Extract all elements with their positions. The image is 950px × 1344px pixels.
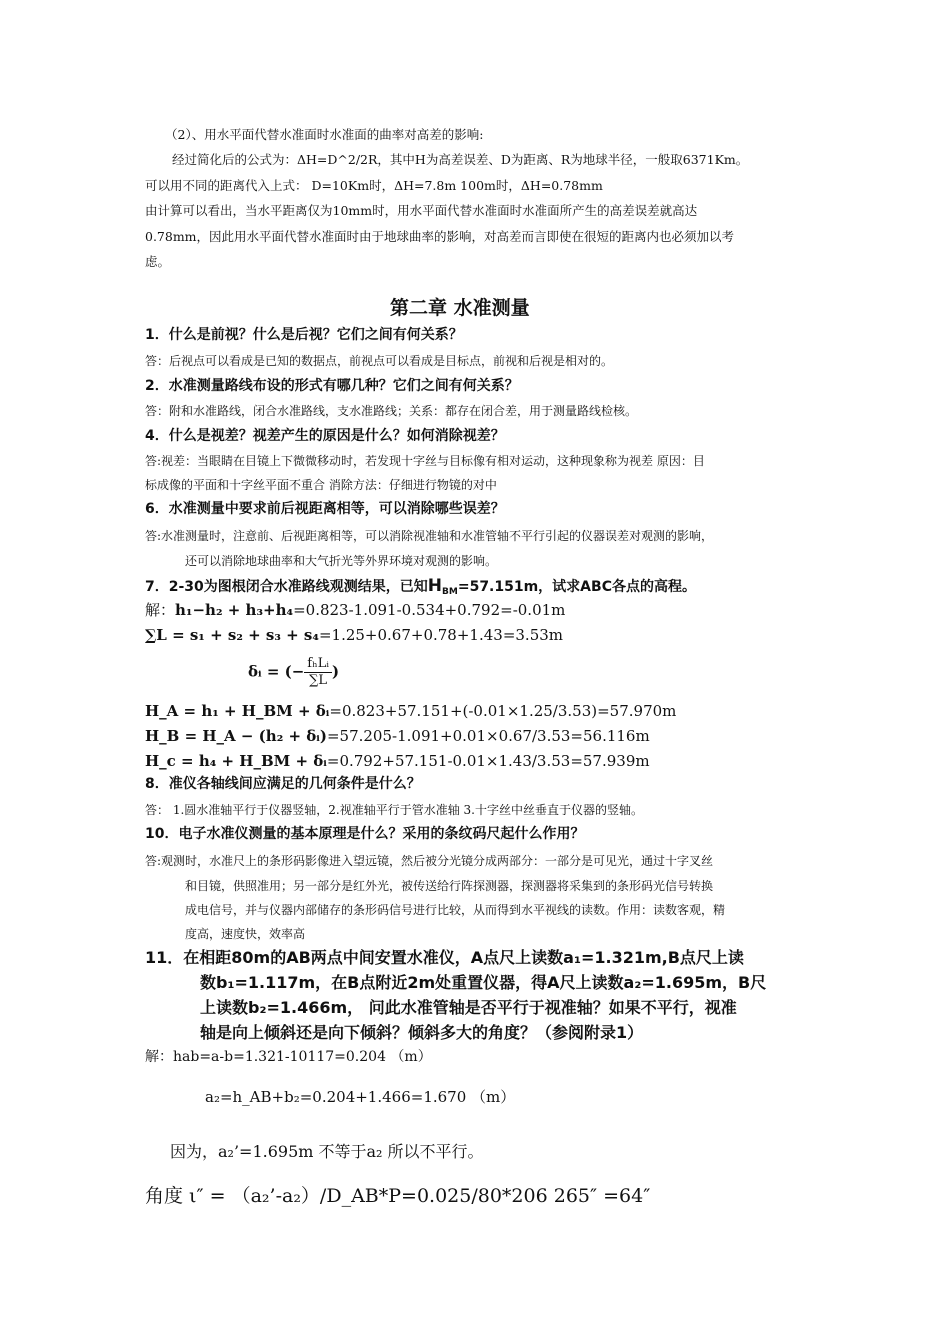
answer-6-line-1: 答:水准测量时，注意前、后视距离相等，可以消除视准轴和水准管轴不平行引起的仪器误差对观测的影响， [145, 529, 714, 543]
answer-8: 答： 1.圆水准轴平行于仪器竖轴，2.视准轴平行于管水准轴 3.十字丝中丝垂直于仪器的竖轴。 [145, 803, 643, 817]
answer-4-line-2: 标成像的平面和十字丝平面不重合 消除方法：仔细进行物镜的对中 [145, 478, 497, 492]
answer-10-line-1: 答:观测时，水准尺上的条形码影像进入望远镜，然后被分光镜分成两部分：一部分是可见光，通过十字叉丝 [145, 854, 714, 868]
q7-formula-sum-h: 解：h₁−h₂ + h₃+h₄=0.823-1.091-0.534+0.792=-0.01m [145, 601, 566, 619]
question-11-line-3: 上读数b₂=1.466m， 问此水准管轴是否平行于视准轴？如果不平行，视准 [200, 998, 737, 1017]
question-11-line-4: 轴是向上倾斜还是向下倾斜？倾斜多大的角度？（参阅附录1） [200, 1023, 644, 1042]
q11-solution-1: 解：hab=a-b=1.321-10117=0.204 （m） [145, 1049, 432, 1065]
q7-formula-ha: H_A = h₁ + H_BM + δᵢ=0.823+57.151+(-0.01×1.25/3.53)=57.970m [145, 702, 677, 720]
answer-10-line-3: 成电信号，并与仪器内部储存的条形码信号进行比较，从而得到水平视线的读数。作用：读数客观，精 [185, 903, 726, 917]
q7-formula-sum-l: ∑L = s₁ + s₂ + s₃ + s₄=1.25+0.67+0.78+1.43=3.53m [145, 626, 564, 644]
intro-line-1: （2）、用水平面代替水准面时水准面的曲率对高差的影响: [165, 127, 484, 142]
intro-line-6: 虑。 [145, 254, 171, 269]
answer-6-line-2: 还可以消除地球曲率和大气折光等外界环境对观测的影响。 [185, 554, 498, 568]
answer-1: 答：后视点可以看成是已知的数据点，前视点可以看成是目标点，前视和后视是相对的。 [145, 354, 614, 368]
answer-10-line-4: 度高，速度快，效率高 [185, 927, 306, 941]
intro-line-5: 0.78mm，因此用水平面代替水准面时由于地球曲率的影响，对高差而言即使在很短的距离内也必须加以考 [145, 229, 735, 244]
question-2: 2．水准测量路线布设的形式有哪几种？它们之间有何关系？ [145, 378, 519, 394]
question-8: 8．准仪各轴线间应满足的几何条件是什么？ [145, 776, 421, 792]
q7-formula-hb: H_B = H_A − (h₂ + δᵢ)=57.205-1.091+0.01×0.67/3.53=56.116m [145, 727, 650, 745]
q7-formula-delta: δᵢ = (− $\frac{\text{fₕLᵢ}}{\sum L}$ ) [248, 656, 340, 688]
h-bm-symbol: H [427, 576, 443, 596]
intro-line-3: 可以用不同的距离代入上式： D=10Km时，ΔH=7.8m 100m时，ΔH=0.78mm [145, 178, 603, 193]
intro-line-4: 由计算可以看出，当水平距离仅为10mm时，用水平面代替水准面时水准面所产生的高差误差就高达 [145, 203, 698, 218]
q7-formula-hc: H_c = h₄ + H_BM + δᵢ=0.792+57.151-0.01×1.43/3.53=57.939m [145, 752, 650, 770]
question-11-line-2: 数b₁=1.117m，在B点附近2m处重置仪器，得A尺上读数a₂=1.695m，B尺 [200, 973, 767, 992]
question-11-line-1: 11．在相距80m的AB两点中间安置水准仪，A点尺上读数a₁=1.321m,B点尺上读 [145, 948, 744, 967]
q11-solution-3: 因为，a₂’=1.695m 不等于a₂ 所以不平行。 [170, 1142, 484, 1161]
question-1: 1．什么是前视？什么是后视？它们之间有何关系？ [145, 327, 463, 343]
question-7: 7．2-30为图根闭合水准路线观测结果，已知$H_{BM}=57.151m$，试求ABC各点的高程。 [145, 576, 696, 597]
intro-line-2: 经过简化后的公式为：ΔH=D^2/2R，其中H为高差误差、D为距离、R为地球半径，一般取6371Km。 [172, 152, 749, 167]
answer-4-line-1: 答:视差：当眼睛在目镜上下微微移动时，若发现十字丝与目标像有相对运动，这种现象称为视差 原因：目 [145, 454, 705, 468]
question-6: 6．水准测量中要求前后视距离相等，可以消除哪些误差？ [145, 501, 505, 517]
delta-fraction: $\frac{\text{fₕLᵢ}}{\sum L}$ [304, 656, 332, 689]
question-10: 10．电子水准仪测量的基本原理是什么？采用的条纹码尺起什么作用？ [145, 826, 585, 842]
answer-2: 答：附和水准路线，闭合水准路线，支水准路线；关系：都存在闭合差，用于测量路线检核。 [145, 404, 638, 418]
chapter-title: 第二章 水准测量 [390, 297, 530, 319]
q11-solution-4: 角度 ι″ = （a₂’-a₂）/D_AB*P=0.025/80*206 265″ =64″ [145, 1185, 651, 1207]
answer-10-line-2: 和目镜，供照准用；另一部分是红外光，被传送给行阵探测器，探测器将采集到的条形码光信号转换 [185, 879, 714, 893]
q11-solution-2: a₂=h_AB+b₂=0.204+1.466=1.670 （m） [205, 1088, 516, 1106]
question-4: 4．什么是视差？视差产生的原因是什么？如何消除视差？ [145, 428, 505, 444]
